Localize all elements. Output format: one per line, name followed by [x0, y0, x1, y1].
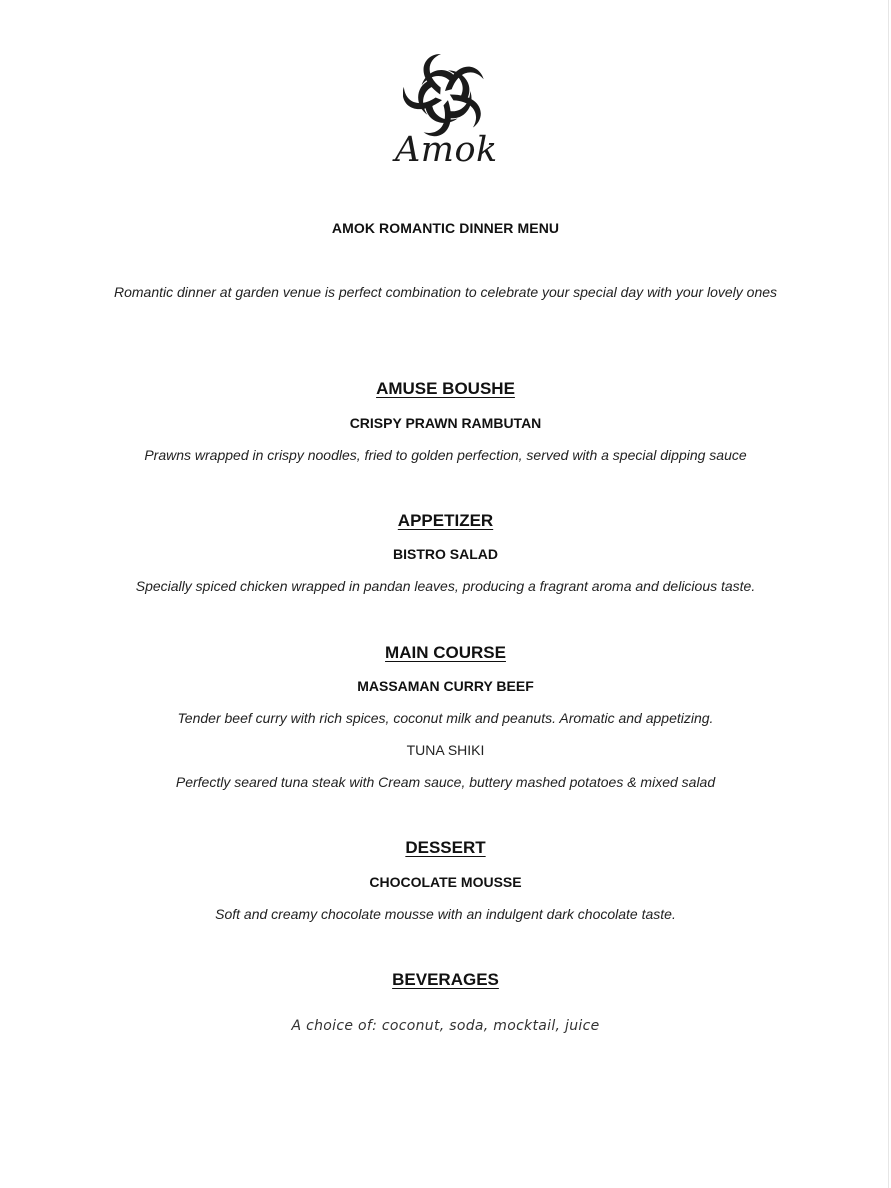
section-heading-appetizer: APPETIZER: [397, 511, 494, 530]
dish-name-tuna-shiki: TUNA SHIKI: [406, 742, 485, 758]
dish-name-bistro-salad: BISTRO SALAD: [393, 546, 498, 562]
dish-name-massaman-curry-beef: MASSAMAN CURRY BEEF: [357, 678, 534, 694]
section-heading-beverages: BEVERAGES: [392, 970, 499, 989]
dish-description: Tender beef curry with rich spices, coconut milk and peanuts. Aromatic and appetizing.: [177, 710, 714, 726]
beverage-description: A choice of: coconut, soda, mocktail, juice: [291, 1018, 600, 1034]
menu-title: AMOK ROMANTIC DINNER MENU: [331, 220, 560, 236]
dish-description: Perfectly seared tuna steak with Cream sauce, buttery mashed potatoes & mixed salad: [175, 774, 716, 790]
dish-name-chocolate-mousse: CHOCOLATE MOUSSE: [369, 874, 522, 890]
dish-description: Soft and creamy chocolate mousse with an indulgent dark chocolate taste.: [215, 906, 676, 922]
dish-description: Specially spiced chicken wrapped in pandan leaves, producing a fragrant aroma and delicious taste.: [135, 578, 756, 594]
dish-description: Prawns wrapped in crispy noodles, fried to golden perfection, served with a special dipping sauce: [144, 447, 747, 463]
dish-name-crispy-prawn-rambutan: CRISPY PRAWN RAMBUTAN: [349, 415, 542, 431]
section-heading-main-course: MAIN COURSE: [385, 643, 506, 662]
brand-wordmark: Amok: [395, 130, 498, 170]
brand-logo: [395, 50, 498, 178]
menu-intro: Romantic dinner at garden venue is perfect combination to celebrate your special day with your lovely ones: [113, 284, 778, 300]
section-heading-dessert: DESSERT: [405, 838, 486, 857]
swirl-logo-icon: [403, 54, 487, 138]
section-heading-amuse-boushe: AMUSE BOUSHE: [376, 379, 515, 398]
page-edge-divider: [888, 0, 889, 1188]
